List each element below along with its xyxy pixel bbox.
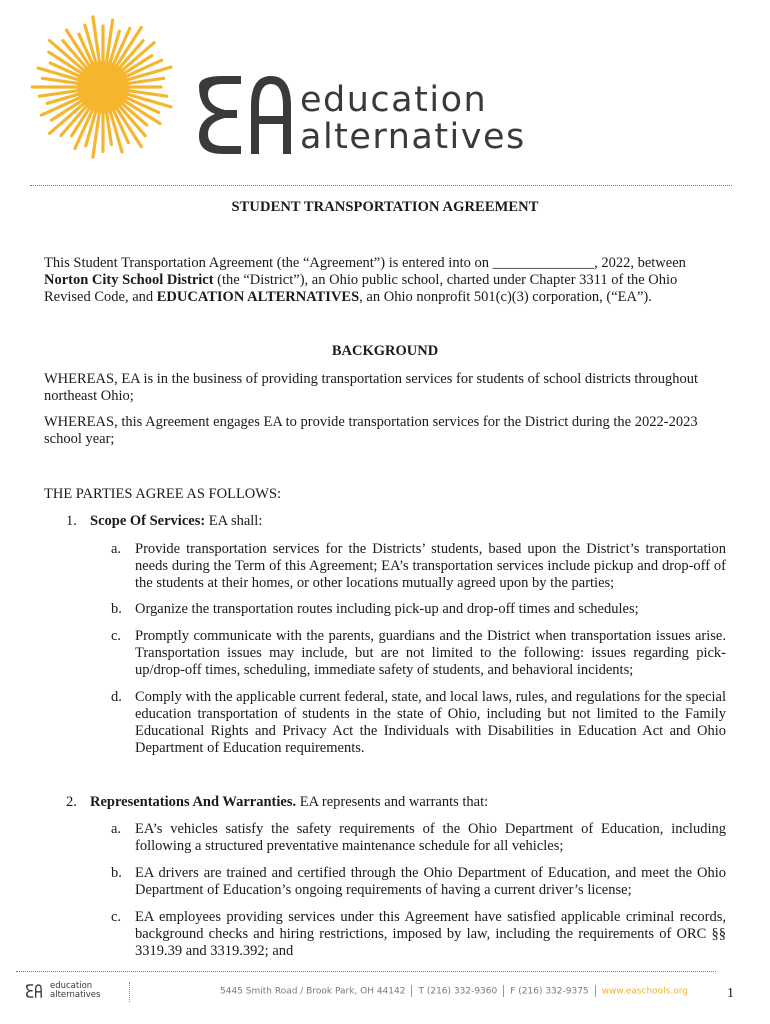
intro-text-2: (the “District”), an Ohio public school, charted under Chapter 3311 of the Ohio Revised Code, and bbox=[44, 272, 678, 305]
brand-wordmark bbox=[300, 82, 526, 156]
item-letter: a. bbox=[111, 821, 122, 837]
item-letter: b. bbox=[111, 601, 122, 617]
item-letter: d. bbox=[111, 689, 122, 705]
list-item bbox=[111, 865, 726, 899]
footer-phone: T (216) 332-9360 bbox=[418, 986, 498, 997]
section-2-lead: EA represents and warrants that: bbox=[296, 794, 489, 810]
item-letter: c. bbox=[111, 909, 122, 925]
list-item bbox=[111, 689, 726, 757]
item-letter: c. bbox=[111, 628, 122, 644]
item-text: Provide transportation services for the Districts’ students, based upon the District’s transportation needs during the Term of this Agreement; EA’s transportation services include pickup and drop-off of the students at their homes, or other locations mutually agreed upon by the parties; bbox=[135, 541, 726, 591]
footer-website-link[interactable]: www.easchools.org bbox=[601, 986, 688, 997]
footer-fax: F (216) 332-9375 bbox=[510, 986, 589, 997]
background-heading: BACKGROUND bbox=[331, 343, 439, 359]
footer-brand-line-2: alternatives bbox=[50, 990, 101, 1000]
sun-icon bbox=[28, 12, 178, 162]
intro-text-3: , an Ohio nonprofit 501(c)(3) corporation, (“EA”). bbox=[359, 289, 652, 305]
header-divider bbox=[30, 185, 732, 186]
intro-text-1: This Student Transportation Agreement (the “Agreement”) is entered into on ______________, 2022, between bbox=[44, 255, 686, 271]
footer-separator bbox=[129, 982, 130, 1002]
section-1-lead: EA shall: bbox=[205, 513, 263, 529]
item-text: EA drivers are trained and certified through the Ohio Department of Education, and meet the Ohio Department of Education’s ongoing requirements of having a current driver’s license; bbox=[135, 865, 726, 898]
header-logo bbox=[28, 12, 528, 172]
list-item bbox=[111, 821, 726, 855]
item-text: Organize the transportation routes including pick-up and drop-off times and schedules; bbox=[135, 601, 639, 617]
whereas-2: WHEREAS, this Agreement engages EA to provide transportation services for the District during the 2022-2023 school year; bbox=[44, 414, 698, 447]
footer-address: 5445 Smith Road / Brook Park, OH 44142 bbox=[220, 986, 406, 997]
item-letter: a. bbox=[111, 541, 122, 557]
section-1-number: 1. bbox=[66, 513, 77, 529]
document-title: STUDENT TRANSPORTATION AGREEMENT bbox=[231, 199, 539, 215]
list-item bbox=[111, 541, 726, 592]
item-text: Comply with the applicable current federal, state, and local laws, rules, and regulations for the special education transportation of students in the state of Ohio, including but not limited to the Family Educational Rights and Privacy Act the Individuals with Disabilities in Education Act and Ohio Department of Education requirements. bbox=[135, 689, 726, 756]
section-2-number: 2. bbox=[66, 794, 77, 810]
intro-paragraph bbox=[44, 255, 726, 306]
footer-divider bbox=[16, 971, 716, 972]
footer-logo bbox=[25, 981, 105, 1003]
list-item bbox=[111, 628, 726, 679]
ea-monogram-small-icon bbox=[25, 982, 47, 1000]
parties-agree: THE PARTIES AGREE AS FOLLOWS: bbox=[44, 486, 282, 502]
brand-line-1: education bbox=[300, 80, 488, 120]
list-item bbox=[111, 909, 726, 960]
item-text: EA employees providing services under this Agreement have satisfied applicable criminal records, background checks and hiring restrictions, imposed by law, including the requirements of ORC §§ 3319.39 and 3319.392; and bbox=[135, 909, 726, 959]
section-1-title: Scope Of Services: bbox=[90, 513, 206, 529]
footer-brand-line-1: education bbox=[50, 981, 93, 991]
page-number: 1 bbox=[727, 986, 734, 1001]
list-item bbox=[111, 601, 726, 618]
ea-name: EDUCATION ALTERNATIVES bbox=[156, 289, 360, 305]
item-letter: b. bbox=[111, 865, 122, 881]
district-name: Norton City School District bbox=[44, 272, 214, 288]
section-2-title: Representations And Warranties. bbox=[90, 794, 297, 810]
whereas-1: WHEREAS, EA is in the business of providing transportation services for students of school districts throughout northeast Ohio; bbox=[44, 371, 699, 404]
item-text: EA’s vehicles satisfy the safety requirements of the Ohio Department of Education, including following a structured preventative maintenance schedule for all vehicles; bbox=[135, 821, 726, 854]
item-text: Promptly communicate with the parents, guardians and the District when transportation issues arise. Transportation issues may include, but are not limited to the following: issues regarding pick-up/drop-off times, scheduling, immediate safety of students, and behavioral incidents; bbox=[135, 628, 726, 678]
brand-line-2: alternatives bbox=[300, 117, 526, 157]
footer-contact bbox=[220, 985, 688, 997]
